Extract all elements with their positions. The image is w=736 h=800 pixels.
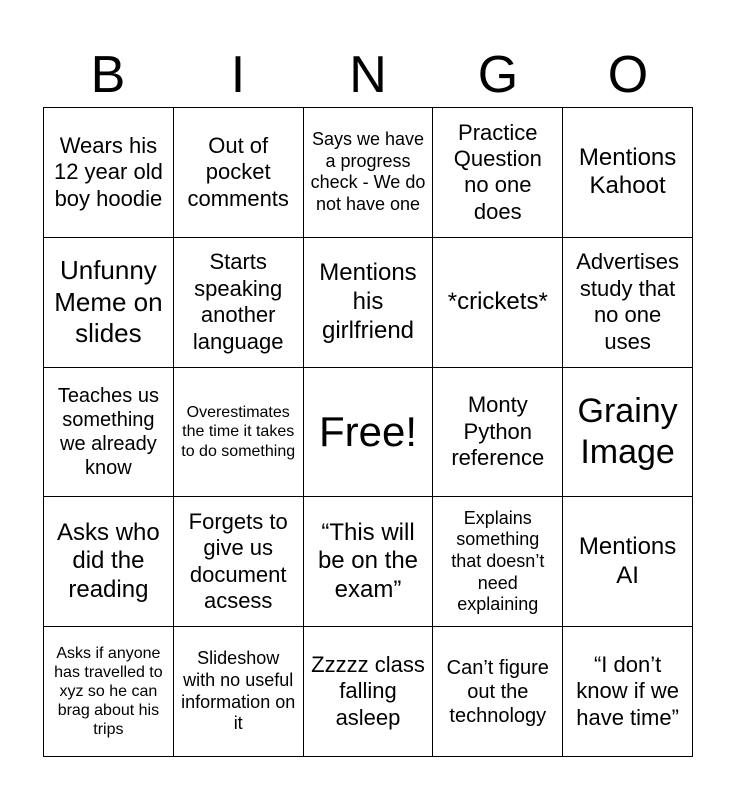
bingo-cell-text: Grainy Image (577, 392, 678, 471)
header-letter-g: G (477, 46, 519, 104)
bingo-cell[interactable] (304, 238, 434, 368)
bingo-cell-text: Asks if anyone has travelled to xyz so he can brag about his trips (54, 644, 163, 739)
bingo-cell-text: Free! (318, 407, 417, 455)
bingo-cell-text: Zzzzz class falling asleep (311, 652, 425, 730)
bingo-cell-text: Slideshow with no useful information on it (181, 648, 296, 734)
bingo-cell[interactable] (433, 627, 563, 757)
bingo-cell-text: Asks who did the reading (57, 518, 160, 604)
bingo-cell-text: Mentions AI (578, 532, 677, 589)
bingo-header (43, 42, 693, 108)
bingo-cell[interactable] (44, 627, 174, 757)
header-letter-n: N (349, 46, 387, 104)
bingo-cell-text: Wears his 12 year old boy hoodie (53, 132, 163, 211)
bingo-cell-text: Can’t figure out the technology (446, 656, 549, 727)
bingo-cell[interactable] (174, 238, 304, 368)
bingo-cell[interactable] (44, 108, 174, 238)
bingo-cell-text: Overestimates the time it takes to do something (181, 404, 296, 460)
bingo-cell[interactable] (433, 108, 563, 238)
bingo-cell[interactable] (304, 497, 434, 627)
bingo-cell[interactable] (563, 497, 693, 627)
bingo-cell[interactable] (174, 368, 304, 498)
bingo-free-space[interactable] (304, 368, 434, 498)
bingo-cell-text: Unfunny Meme on slides (54, 255, 163, 348)
bingo-cell-text: Explains something that doesn’t need explaining (451, 507, 545, 615)
bingo-cell-text: Practice Question no one does (453, 119, 542, 224)
bingo-card (43, 107, 693, 757)
header-letter-i: I (230, 46, 246, 104)
bingo-cell-text: Out of pocket comments (187, 132, 289, 211)
bingo-cell-text: Teaches us something we already know (57, 384, 159, 479)
bingo-cell-text: *crickets* (447, 287, 548, 315)
bingo-cell-text: Monty Python reference (451, 392, 545, 471)
bingo-cell-text: “This will be on the exam” (317, 518, 419, 604)
header-letter-o: O (607, 46, 649, 104)
bingo-cell-text: Starts speaking another language (192, 249, 284, 354)
bingo-cell[interactable] (44, 238, 174, 368)
bingo-cell[interactable] (174, 627, 304, 757)
bingo-cell[interactable] (304, 627, 434, 757)
bingo-cell-text: Says we have a progress check - We do not have one (310, 129, 426, 214)
bingo-cell-text: Mentions his girlfriend (319, 259, 417, 344)
bingo-cell-text: “I don’t know if we have time” (576, 652, 679, 730)
bingo-cell[interactable] (563, 627, 693, 757)
header-letter-b: B (90, 46, 126, 104)
bingo-cell[interactable] (563, 368, 693, 498)
bingo-cell[interactable] (433, 368, 563, 498)
bingo-cell[interactable] (174, 497, 304, 627)
bingo-cell-text: Forgets to give us document acsess (188, 509, 288, 614)
bingo-cell[interactable] (44, 368, 174, 498)
bingo-cell[interactable] (563, 108, 693, 238)
bingo-cell[interactable] (174, 108, 304, 238)
bingo-cell[interactable] (433, 238, 563, 368)
bingo-cell-text: Mentions Kahoot (578, 143, 677, 200)
bingo-cell[interactable] (44, 497, 174, 627)
bingo-cell[interactable] (304, 108, 434, 238)
bingo-cell[interactable] (563, 238, 693, 368)
bingo-cell[interactable] (433, 497, 563, 627)
bingo-cell-text: Advertises study that no one uses (576, 249, 679, 354)
